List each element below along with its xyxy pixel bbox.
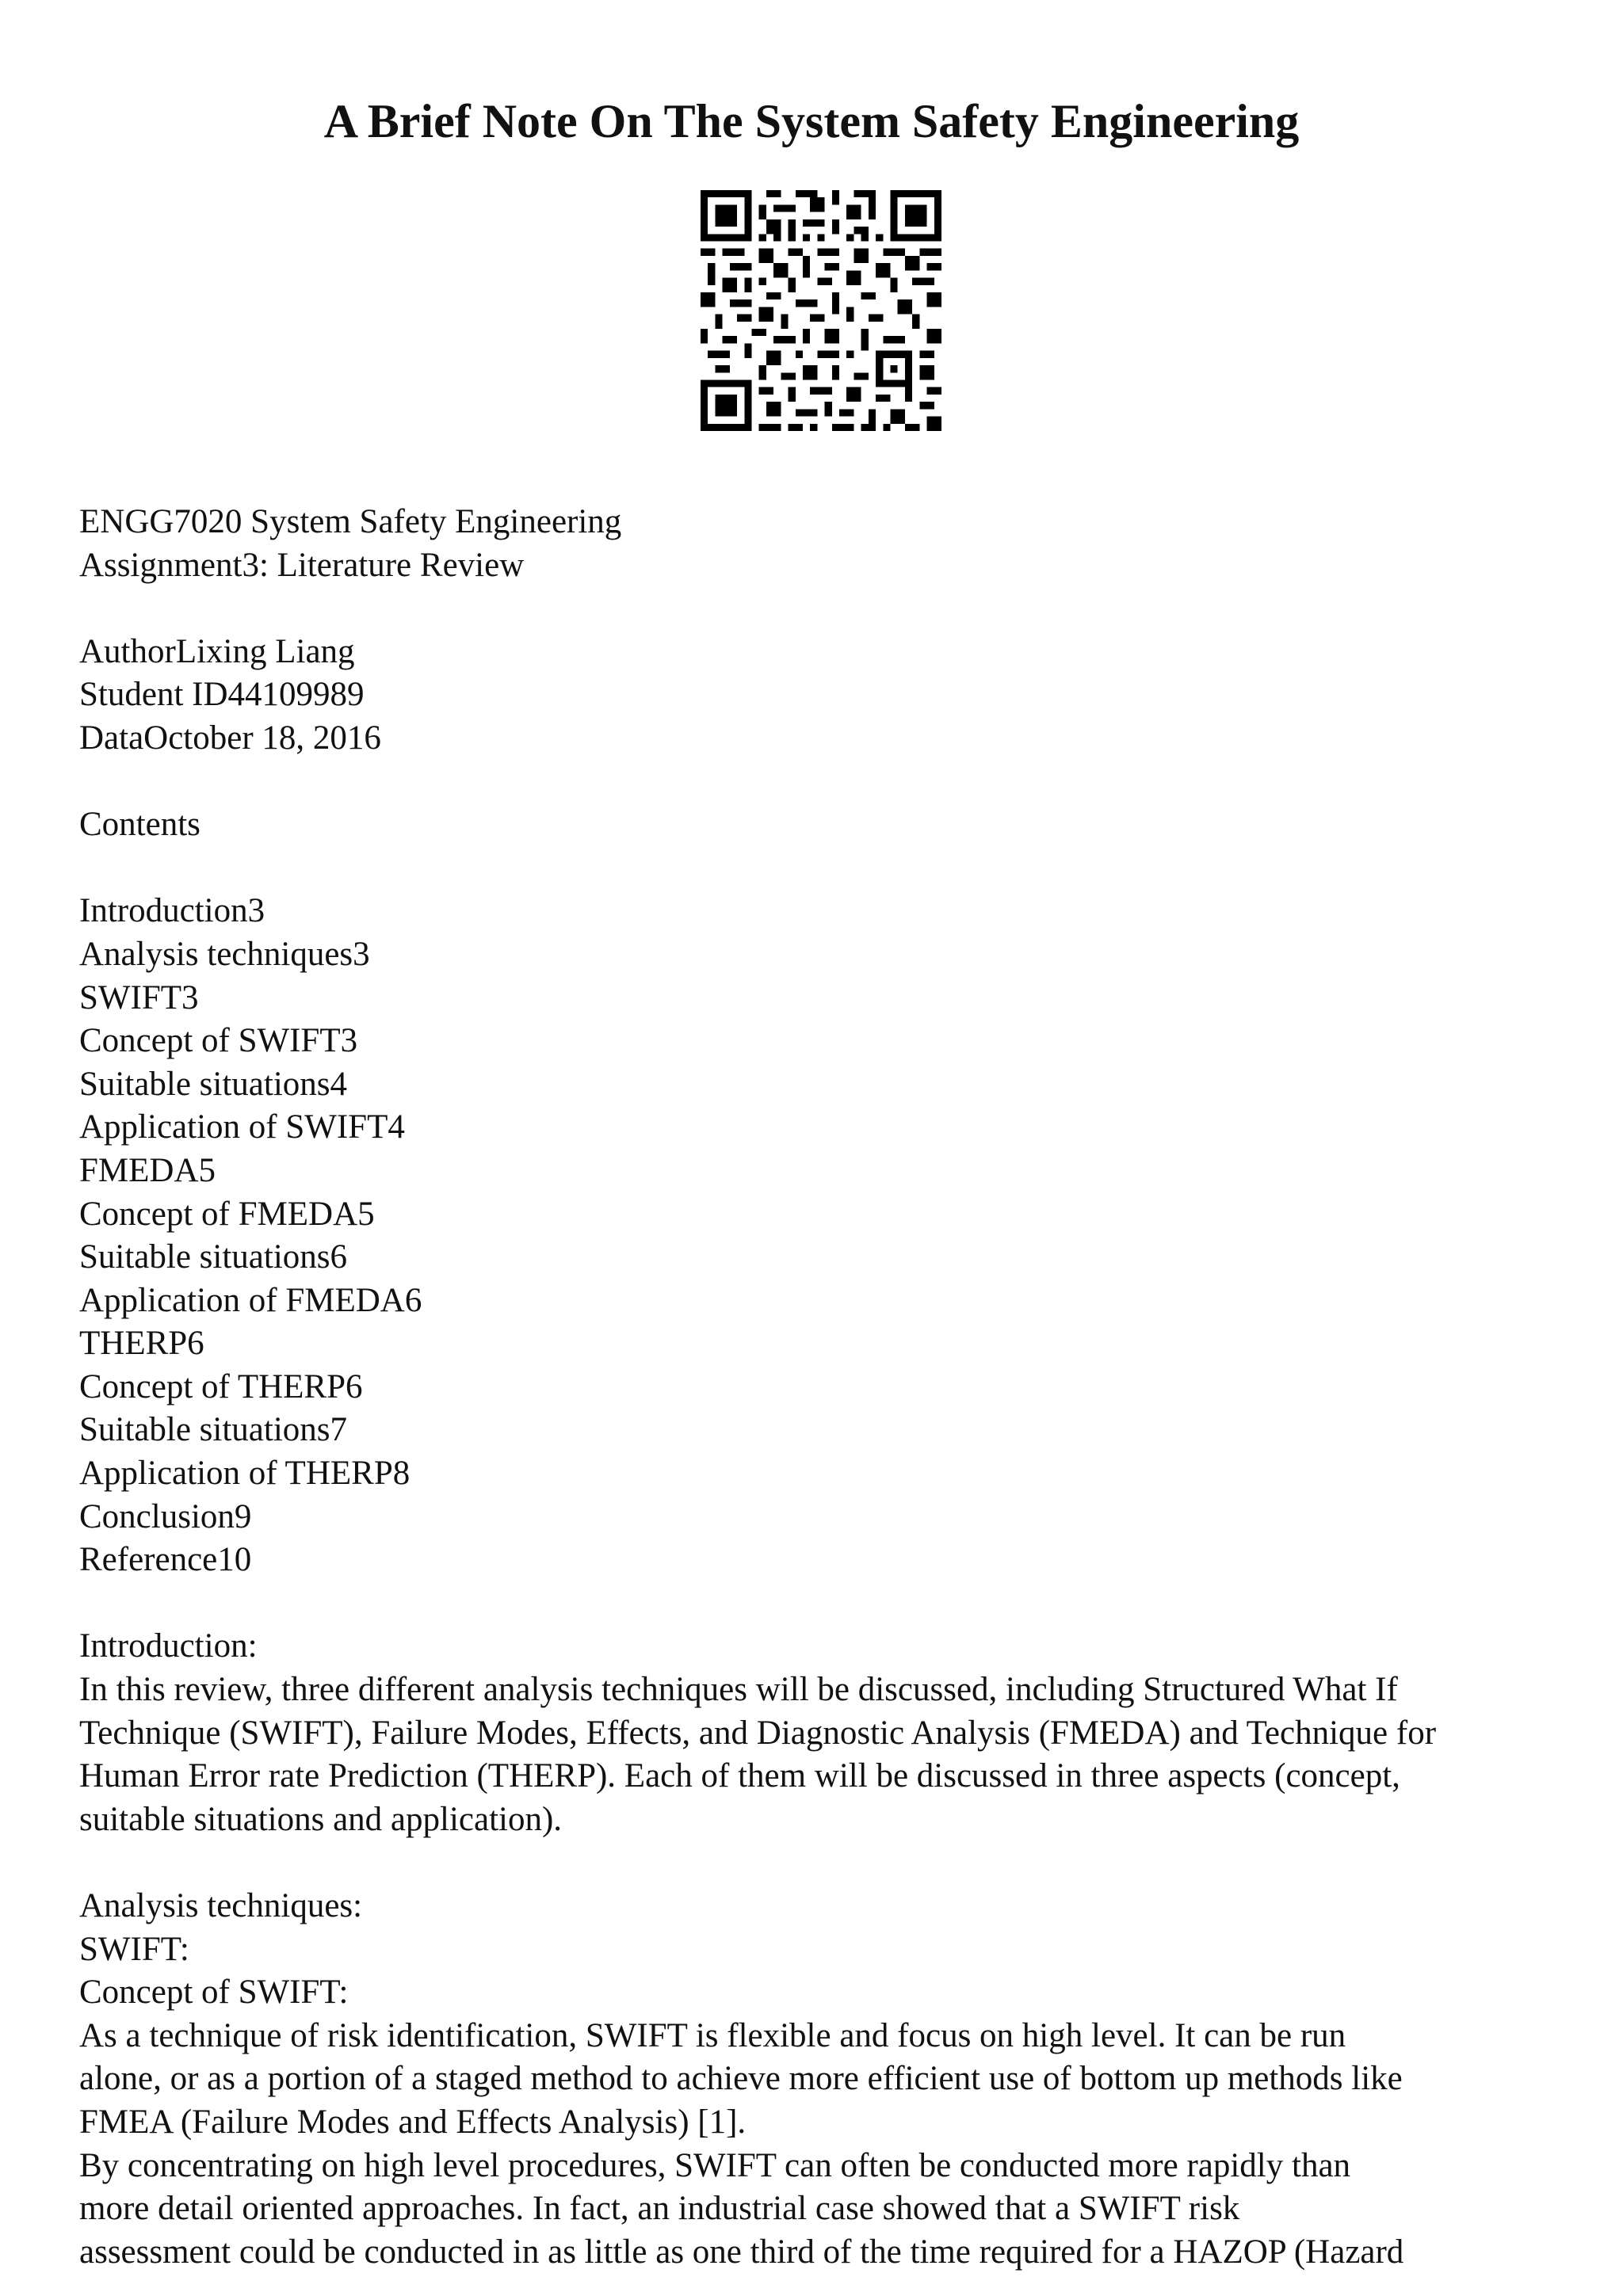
spacer — [79, 1841, 1569, 1885]
toc-item: Introduction3 — [79, 892, 265, 930]
toc-item: SWIFT3 — [79, 978, 199, 1016]
qr-code-image — [701, 190, 941, 431]
toc-item: Concept of SWIFT3 — [79, 1022, 358, 1060]
swift-paragraph-line: alone, or as a portion of a staged method to achieve more efficient use of bottom up methods like — [79, 2060, 1403, 2098]
toc-item: Suitable situations7 — [79, 1411, 348, 1449]
swift-paragraph-line: assessment could be conducted in as little as one third of the time required for a HAZOP (Hazard — [79, 2233, 1404, 2271]
introduction-heading: Introduction: — [79, 1627, 258, 1665]
intro-paragraph-line: Technique (SWIFT), Failure Modes, Effects, and Diagnostic Analysis (FMEDA) and Technique for — [79, 1714, 1437, 1752]
swift-heading: SWIFT: — [79, 1930, 189, 1968]
swift-paragraph-line: more detail oriented approaches. In fact, an industrial case showed that a SWIFT risk — [79, 2190, 1240, 2228]
toc-item: THERP6 — [79, 1325, 204, 1363]
swift-concept-heading: Concept of SWIFT: — [79, 1974, 349, 2012]
toc-item: Application of THERP8 — [79, 1455, 411, 1493]
author-line: AuthorLixing Liang — [79, 632, 355, 670]
student-id-line: Student ID44109989 — [79, 676, 365, 714]
toc-item: FMEDA5 — [79, 1151, 216, 1189]
assignment-line: Assignment3: Literature Review — [79, 546, 525, 584]
analysis-techniques-heading: Analysis techniques: — [79, 1887, 363, 1924]
table-of-contents — [79, 890, 1569, 1582]
document-title: A Brief Note On The System Safety Engineering — [323, 95, 1300, 147]
toc-item: Analysis techniques3 — [79, 935, 370, 973]
contents-heading: Contents — [79, 806, 200, 844]
swift-paragraph-line: By concentrating on high level procedures, SWIFT can often be conducted more rapidly than — [79, 2146, 1351, 2184]
intro-paragraph-line: In this review, three different analysis techniques will be discussed, including Structured What If — [79, 1671, 1398, 1709]
course-line: ENGG7020 System Safety Engineering — [79, 503, 622, 540]
intro-paragraph-line: Human Error rate Prediction (THERP). Each of them will be discussed in three aspects (concept, — [79, 1757, 1400, 1795]
spacer — [79, 847, 1569, 891]
toc-item: Suitable situations4 — [79, 1065, 348, 1103]
date-line: DataOctober 18, 2016 — [79, 719, 381, 757]
document-body — [79, 501, 1569, 2274]
toc-item: Concept of THERP6 — [79, 1367, 363, 1405]
toc-item: Application of SWIFT4 — [79, 1108, 405, 1146]
spacer — [79, 1582, 1569, 1626]
toc-item: Application of FMEDA6 — [79, 1281, 422, 1319]
toc-item: Reference10 — [79, 1541, 252, 1579]
intro-paragraph-line: suitable situations and application). — [79, 1800, 563, 1838]
toc-item: Suitable situations6 — [79, 1238, 348, 1276]
swift-paragraph-line: As a technique of risk identification, SWIFT is flexible and focus on high level. It can be run — [79, 2016, 1346, 2054]
toc-item: Conclusion9 — [79, 1497, 252, 1535]
toc-item: Concept of FMEDA5 — [79, 1195, 375, 1233]
spacer — [79, 587, 1569, 631]
spacer — [79, 761, 1569, 804]
swift-paragraph-line: FMEA (Failure Modes and Effects Analysis) [1]. — [79, 2103, 747, 2141]
